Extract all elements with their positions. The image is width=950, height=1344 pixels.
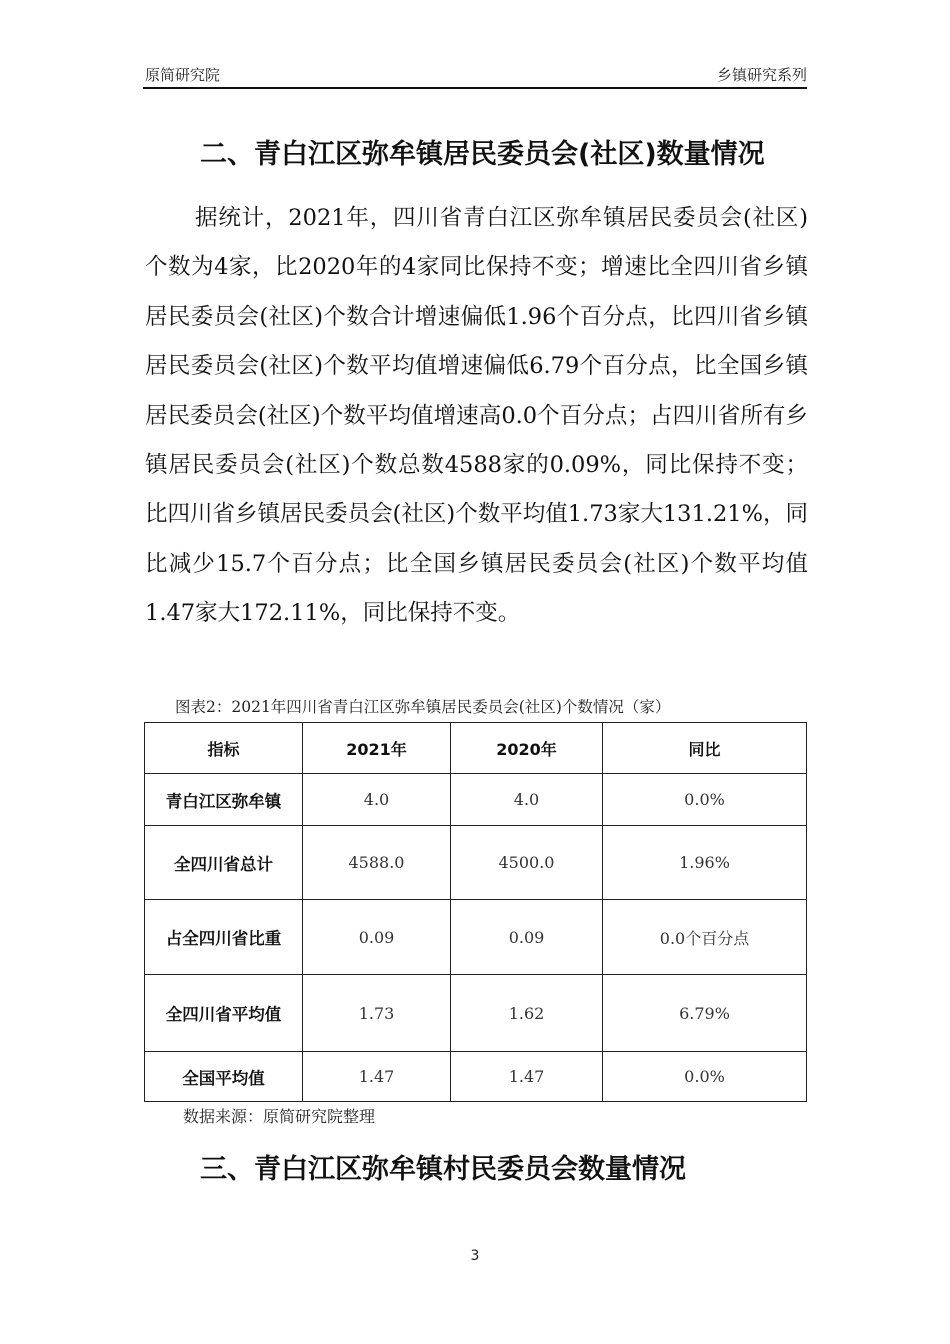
table-row (145, 975, 807, 1052)
cell-yoy: 6.79% (603, 975, 807, 1052)
cell-2020: 0.09 (451, 900, 603, 975)
table-caption: 图表2：2021年四川省青白江区弥牟镇居民委员会(社区)个数情况（家） (175, 698, 671, 716)
table-row (145, 826, 807, 900)
cell-2021: 1.47 (303, 1052, 451, 1102)
section-3-heading: 三、青白江区弥牟镇村民委员会数量情况 (200, 1154, 686, 1185)
column-header-yoy: 同比 (603, 723, 807, 774)
cell-2021: 1.73 (303, 975, 451, 1052)
table-row (145, 1052, 807, 1102)
cell-2021: 4.0 (303, 774, 451, 826)
column-header-2021: 2021年 (303, 723, 451, 774)
cell-2020: 4500.0 (451, 826, 603, 900)
data-source-note: 数据来源：原简研究院整理 (183, 1107, 376, 1126)
section-2-paragraph: 据统计，2021年，四川省青白江区弥牟镇居民委员会(社区)个数为4家，比2020年的4家同比保持不变；增速比全四川省乡镇居民委员会(社区)个数合计增速偏低1.96个百分点，比四川省乡镇居民委员会(社区)个数平均值增速偏低6.79个百分点，比全国乡镇居民委员会(社区)个数平均值增速高0.0个百分点；占四川省所有乡镇居民委员会(社区)个数总数4588家的0.09%，同比保持不变；比四川省乡镇居民委员会(社区)个数平均值1.73家大131.21%，同比减少15.7个百分点；比全国乡镇居民委员会(社区)个数平均值1.47家大172.11%，同比保持不变。 (145, 205, 808, 627)
cell-2021: 4588.0 (303, 826, 451, 900)
cell-yoy: 0.0% (603, 1052, 807, 1102)
row-label: 全四川省平均值 (145, 975, 303, 1052)
data-table (144, 722, 807, 1102)
cell-2020: 4.0 (451, 774, 603, 826)
cell-2020: 1.47 (451, 1052, 603, 1102)
row-label: 全国平均值 (145, 1052, 303, 1102)
cell-yoy: 0.0个百分点 (603, 900, 807, 975)
section-2-heading: 二、青白江区弥牟镇居民委员会(社区)数量情况 (200, 139, 765, 170)
table-row (145, 774, 807, 826)
cell-2021: 0.09 (303, 900, 451, 975)
header-org-name: 原简研究院 (145, 66, 221, 84)
cell-2020: 1.62 (451, 975, 603, 1052)
page-number: 3 (470, 1248, 480, 1264)
row-label: 全四川省总计 (145, 826, 303, 900)
cell-yoy: 1.96% (603, 826, 807, 900)
table-row (145, 900, 807, 975)
row-label: 占全四川省比重 (145, 900, 303, 975)
column-header-indicator: 指标 (145, 723, 303, 774)
column-header-2020: 2020年 (451, 723, 603, 774)
row-label: 青白江区弥牟镇 (145, 774, 303, 826)
header-series-name: 乡镇研究系列 (716, 66, 807, 84)
cell-yoy: 0.0% (603, 774, 807, 826)
header-divider (143, 87, 807, 89)
table-header-row (145, 723, 807, 774)
